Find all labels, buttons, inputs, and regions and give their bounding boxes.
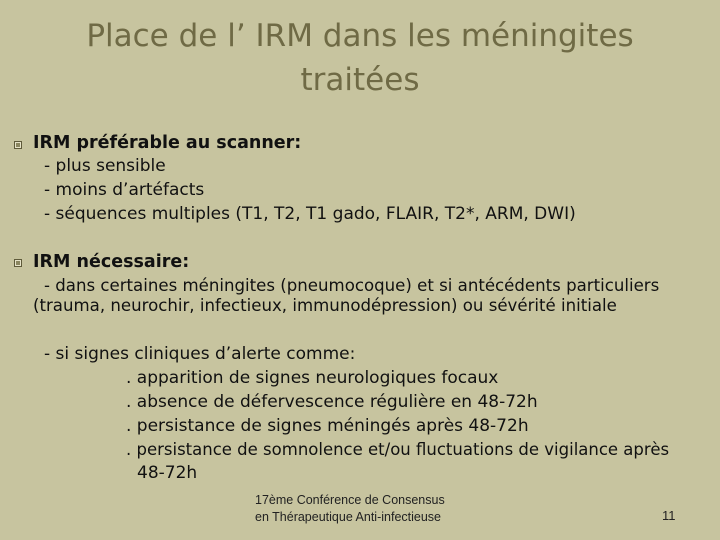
section2-item: 48-72h [137, 463, 198, 483]
section2-heading: IRM nécessaire: [33, 252, 190, 272]
section1-item: - plus sensible [44, 156, 166, 176]
section2-line: (trauma, neurochir, infectieux, immunodépression) ou sévérité initiale [33, 296, 617, 315]
page-number: 11 [662, 508, 676, 523]
bullet-square-icon [14, 259, 22, 267]
section2-item: . persistance de signes méningés après 48-72h [126, 416, 529, 436]
footer-line-2: en Thérapeutique Anti-infectieuse [255, 510, 442, 524]
section2-intro: - si signes cliniques d’alerte comme: [44, 344, 356, 364]
section2-line: - dans certaines méningites (pneumocoque) et si antécédents particuliers [44, 276, 660, 295]
title-line-1: Place de l’ IRM dans les méningites [86, 18, 634, 54]
section2-item: . apparition de signes neurologiques focaux [126, 368, 499, 388]
section2-item: . absence de défervescence régulière en 48-72h [126, 392, 538, 412]
title-line-2: traitées [300, 62, 420, 98]
section1-item: - séquences multiples (T1, T2, T1 gado, FLAIR, T2*, ARM, DWI) [44, 204, 576, 224]
footer-line-1: 17ème Conférence de Consensus [255, 493, 445, 507]
section1-item: - moins d’artéfacts [44, 180, 205, 200]
slide-title [0, 14, 720, 102]
bullet-square-icon [14, 141, 22, 149]
section1-heading: IRM préférable au scanner: [33, 133, 302, 153]
footer-conference [255, 492, 445, 526]
section2-item: . persistance de somnolence et/ou fluctuations de vigilance après [126, 440, 670, 459]
